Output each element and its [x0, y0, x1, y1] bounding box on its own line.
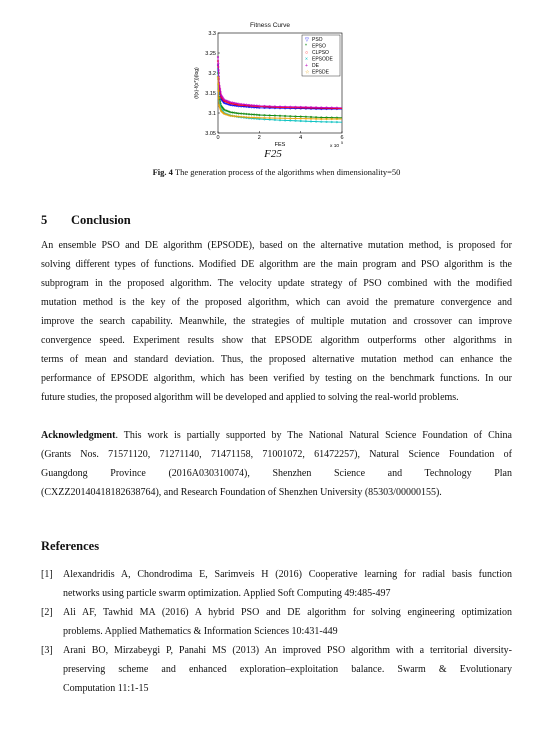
series-line	[218, 73, 342, 118]
paragraph-line: (CXZZ20140418182638764), and Research Foundation of Shenzhen University (85303/00000155).	[41, 487, 442, 498]
conclusion-heading	[41, 213, 131, 228]
chart-title: Fitness Curve	[249, 22, 291, 29]
reference-line: Alexandridis A, Chondrodima E, Sarimveis H (2016) Cooperative learning for radial basis function	[63, 569, 512, 580]
legend-marker: ▽	[305, 37, 309, 43]
acknowledgment-label: Acknowledgment	[41, 430, 116, 441]
paragraph-line: convergence speed. Experiment results show that EPSODE algorithm outperforms other algorithms in	[41, 335, 512, 346]
legend-label: EPSODE	[312, 56, 333, 63]
reference-tag: [1]	[41, 569, 53, 580]
legend-marker: ○	[305, 50, 309, 56]
legend-marker: ☆	[305, 69, 310, 76]
x-multiplier-label: x 10	[330, 144, 340, 149]
y-tick-label: 3.2	[208, 71, 216, 77]
x-tick-label: 0	[216, 135, 220, 141]
section-title: Conclusion	[71, 213, 131, 227]
y-tick-label: 3.1	[208, 111, 216, 117]
reference-line: Arani BO, Mirzabeygi P, Panahi MS (2013) An improved PSO algorithm with a territorial diversity-	[63, 645, 512, 656]
legend-label: DE	[312, 63, 319, 69]
x-tick-label: 6	[340, 135, 344, 141]
paragraph-line: subprogram in the proposed algorithm. The velocity update strategy of PSO combined with the modified	[41, 278, 512, 289]
figure-caption	[0, 167, 553, 177]
paragraph-line: improve the search capability. Meanwhile, the strategies of multiple mutation and crossover can improve	[41, 316, 512, 327]
x-tick-label: 4	[299, 135, 303, 141]
conclusion-paragraph	[41, 236, 512, 407]
y-tick-label: 3.05	[205, 131, 216, 137]
x-tick-label: 2	[257, 135, 261, 141]
fitness-curve-chart	[190, 20, 350, 160]
paragraph-line: (Grants Nos. 71571120, 71271140, 71471158, 71001072, 61472257), Natural Science Foundation of	[41, 449, 512, 460]
references-heading: References	[41, 539, 100, 553]
y-tick-label: 3.3	[208, 31, 216, 37]
y-tick-label: 3.25	[205, 51, 216, 57]
paragraph-line: Guangdong Province (2016A030310074), Shenzhen Science and Technology Plan	[41, 468, 512, 479]
reference-line: Ali AF, Tawhid MA (2016) A hybrid PSO and DE algorithm for solving engineering optimization	[63, 607, 512, 618]
reference-tag: [3]	[41, 645, 53, 656]
reference-line: Computation 11:1-15	[63, 683, 149, 694]
series-line	[218, 69, 342, 122]
x-multiplier-exponent: 5	[341, 141, 343, 145]
y-axis-label: (f(x)-f(x*))(log)	[194, 67, 200, 99]
reference-line: problems. Applied Mathematics & Information Sciences 10:431-449	[63, 626, 338, 637]
paragraph-line: terms of mean and standard deviation. Thus, the proposed alternative mutation method can enhance the	[41, 354, 512, 365]
paragraph-line: An ensemble PSO and DE algorithm (EPSODE), based on the alternative mutation method, is proposed for	[41, 240, 512, 251]
legend-marker: ×	[305, 56, 308, 63]
section-number: 5	[41, 213, 48, 227]
x-axis-label: FES	[274, 142, 286, 148]
paragraph-line	[41, 426, 512, 445]
chart-svg	[190, 20, 350, 160]
legend-label: CLPSO	[312, 50, 329, 56]
legend-label: EPSDE	[312, 69, 329, 76]
paragraph-line: performance of EPSODE algorithm, which has been verified by testing on the benchmark functions. In our	[41, 373, 512, 384]
paragraph-line: solving different types of functions. Modified DE algorithm are the main program and PSO algorithm is the	[41, 259, 512, 270]
reference-line: networks using particle swarm optimization. Applied Soft Computing 49:485-497	[63, 588, 391, 599]
acknowledgment-paragraph	[41, 426, 512, 502]
legend-label: PSO	[312, 37, 323, 43]
reference-tag: [2]	[41, 607, 53, 618]
acknowledgment-text: . This work is partially supported by The National Natural Science Foundation of China	[115, 430, 512, 441]
paragraph-line: future studies, the proposed algorithm will be developed and applied to solving the real-world problems.	[41, 392, 459, 403]
legend-marker: *	[305, 43, 307, 50]
y-tick-label: 3.15	[205, 91, 216, 97]
legend-marker: +	[305, 63, 308, 69]
legend-label: EPSO	[312, 43, 326, 50]
figure-caption-text: The generation process of the algorithms when dimensionality=50	[172, 167, 401, 177]
figure-caption-label: Fig. 4	[152, 167, 173, 177]
reference-line: preserving scheme and enhanced exploration–exploitation balance. Swarm & Evolutionary	[63, 664, 512, 675]
figure-sublabel: F25	[264, 148, 282, 160]
paragraph-line: mutation method is the key of the proposed algorithm, which can avoid the premature convergence and	[41, 297, 512, 308]
